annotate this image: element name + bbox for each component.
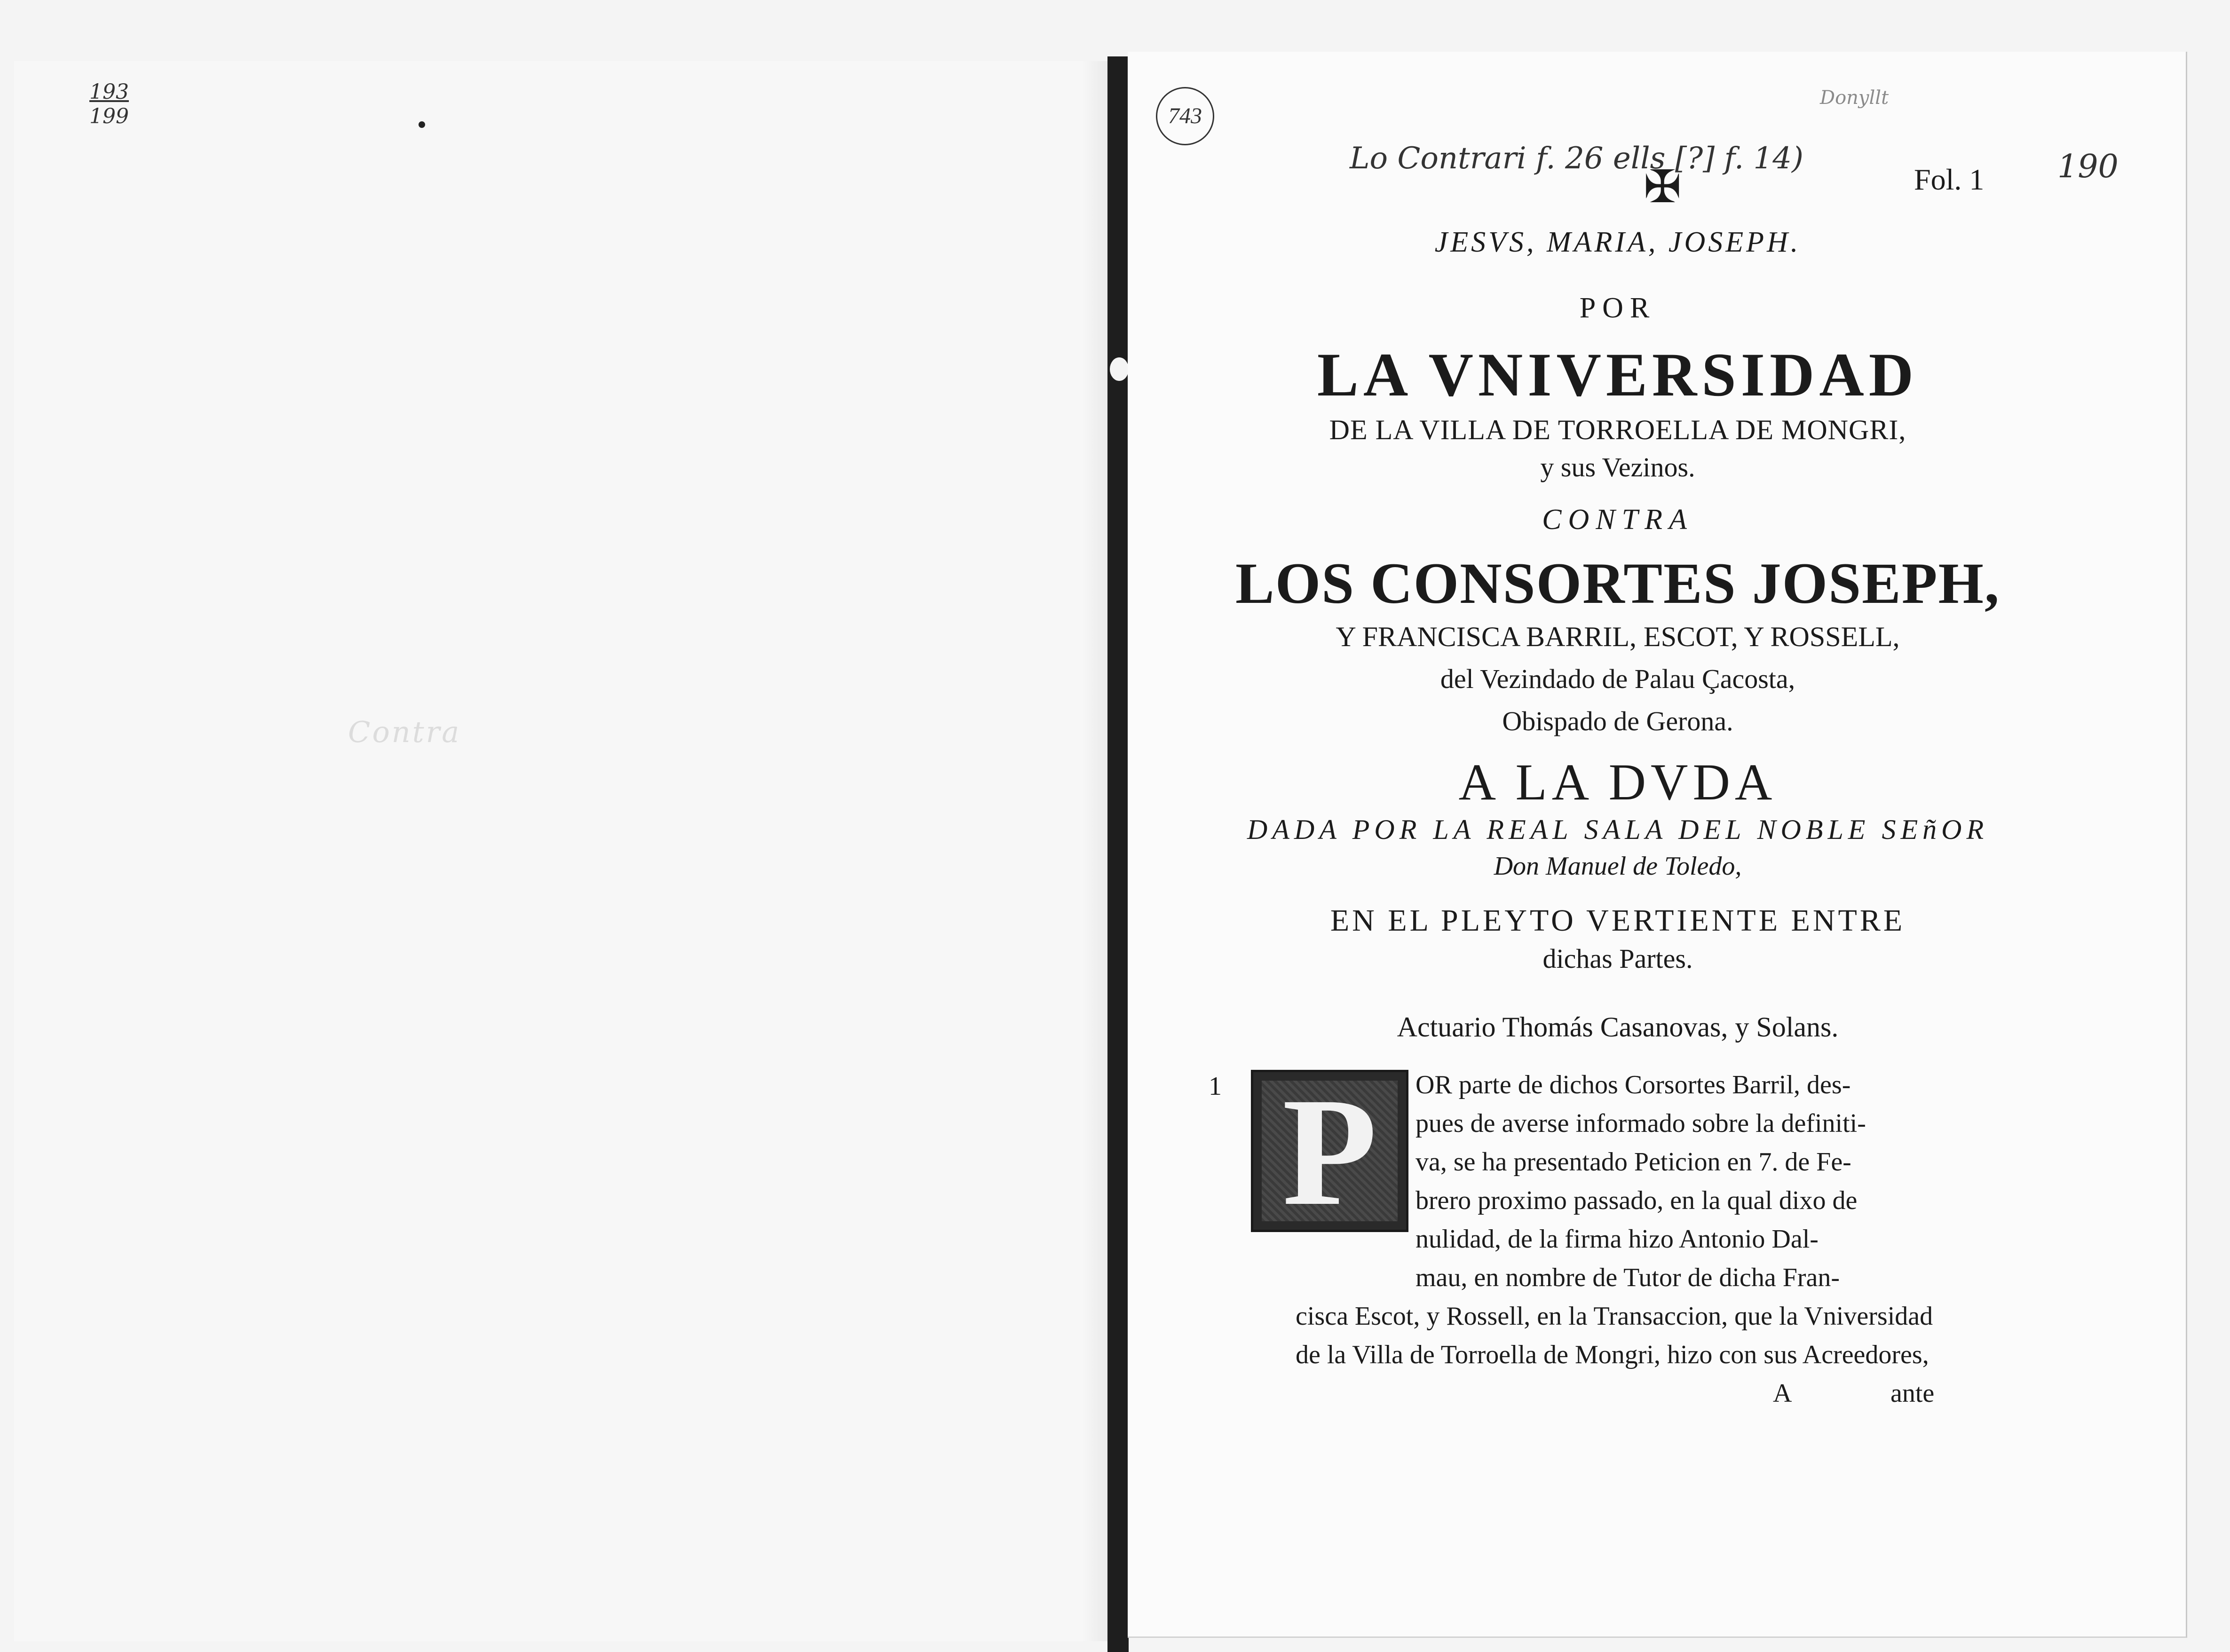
paragraph-number: 1 — [1209, 1072, 1222, 1101]
body-line: OR parte de dichos Corsortes Barril, des- — [1415, 1070, 1851, 1099]
names-line: Y FRANCISCA BARRIL, ESCOT, Y ROSSELL, — [1336, 621, 1900, 652]
left-page-gutter-shadow — [1082, 61, 1110, 1641]
body-line: de la Villa de Torroella de Mongri, hizo con sus Acreedores, — [1296, 1340, 1929, 1369]
don-manuel-line: Don Manuel de Toledo, — [1494, 852, 1742, 881]
town-line: DE LA VILLA DE TORROELLA DE MONGRI, — [1329, 414, 1906, 445]
printed-folio: Fol. 1 — [1914, 163, 1985, 196]
body-line: mau, en nombre de Tutor de dicha Fran- — [1415, 1263, 1840, 1292]
shelf-mark-bottom: 199 — [89, 104, 129, 128]
por-heading: POR — [1579, 292, 1656, 324]
consortes-heading: LOS CONSORTES JOSEPH, — [1235, 551, 2000, 616]
pleyto-line: EN EL PLEYTO VERTIENTE ENTRE — [1330, 903, 1906, 938]
cross-icon: ✠ — [1644, 162, 1682, 212]
left-page — [14, 61, 1110, 1641]
decorated-initial — [1251, 1066, 1408, 1238]
binding-spine — [1107, 56, 1129, 1652]
contra-heading: CONTRA — [1542, 504, 1693, 536]
initial-letter: P — [1282, 1066, 1377, 1238]
a-la-duda-heading: A LA DVDA — [1458, 753, 1777, 811]
obispado-line: Obispado de Gerona. — [1502, 706, 1733, 736]
body-line: nulidad, de la firma hizo Antonio Dal- — [1415, 1225, 1819, 1254]
ink-dot — [419, 121, 425, 128]
left-shelf-mark — [89, 80, 129, 129]
shelf-mark-top: 193 — [89, 80, 129, 104]
pencil-note: Donyllt — [1820, 87, 1889, 109]
signature-mark: A — [1773, 1379, 1792, 1408]
handwritten-folio-number: 190 — [2057, 148, 2119, 185]
actuario-line: Actuario Thomás Casanovas, y Solans. — [1397, 1012, 1839, 1043]
vecinos-line: y sus Vezinos. — [1540, 452, 1695, 482]
catchword: ante — [1890, 1379, 1935, 1408]
body-line: cisca Escot, y Rossell, en la Transaccion, que la Vniversidad — [1296, 1302, 1933, 1331]
dada-line: DADA POR LA REAL SALA DEL NOBLE SEñOR — [1247, 814, 1989, 845]
partes-line: dichas Partes. — [1542, 943, 1693, 974]
invocation: JESVS, MARIA, JOSEPH. — [1434, 226, 1801, 258]
university-heading: LA VNIVERSIDAD — [1317, 340, 1919, 409]
body-line: pues de averse informado sobre la definiti- — [1415, 1109, 1866, 1138]
vezindado-line: del Vezindado de Palau Çacosta, — [1440, 664, 1795, 694]
bleed-through-text: Contra — [348, 715, 461, 749]
circled-number-stamp: 743 — [1156, 87, 1214, 145]
body-line: va, se ha presentado Peticion en 7. de Fe- — [1415, 1147, 1851, 1177]
handwritten-note: Lo Contrari f. 26 ells [?] f. 14) — [1350, 141, 1803, 176]
body-line: brero proximo passado, en la qual dixo de — [1415, 1186, 1858, 1215]
binding-hole — [1110, 357, 1129, 381]
